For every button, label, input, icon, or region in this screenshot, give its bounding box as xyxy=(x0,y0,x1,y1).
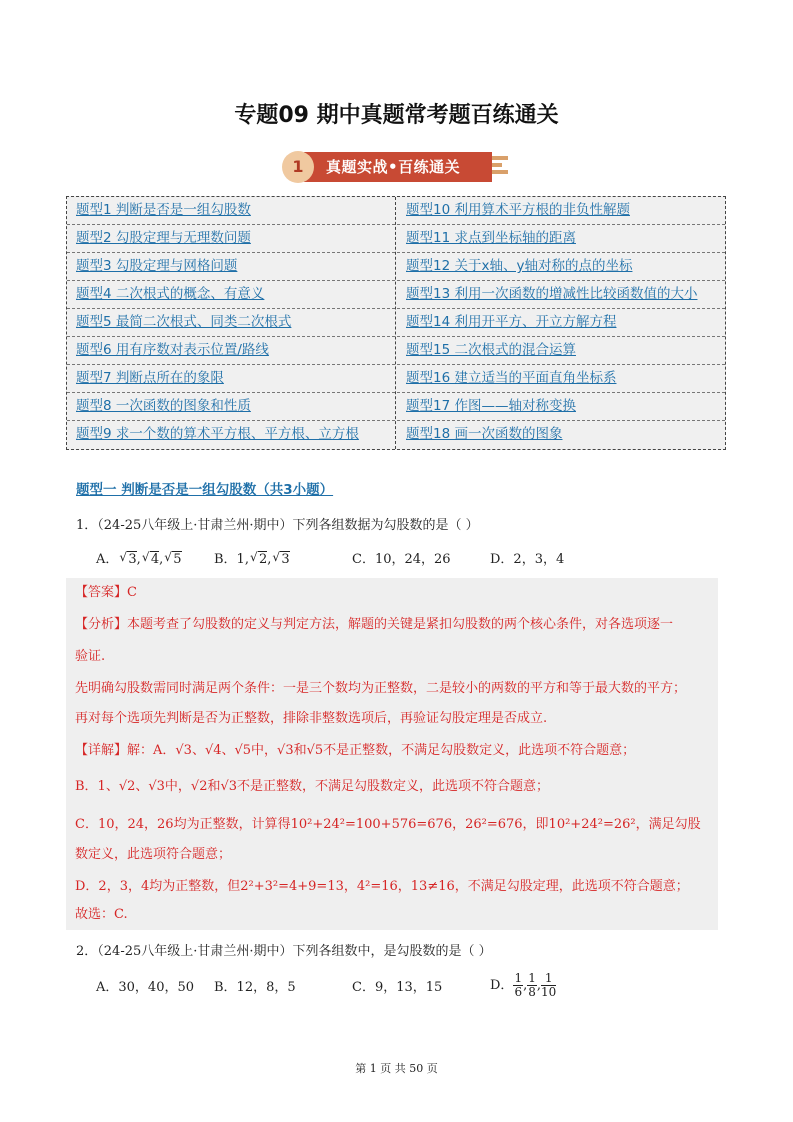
topic-link[interactable]: 题型10 利用算术平方根的非负性解题 xyxy=(397,197,725,225)
option-d: D．2，3，4 xyxy=(490,552,565,567)
option-c: C．9，13，15 xyxy=(352,980,443,995)
option-c: C．10，24，26 xyxy=(352,552,451,567)
conclusion: 故选：C. xyxy=(75,907,128,922)
section-heading[interactable]: 题型一 判断是否是一组勾股数（共3小题） xyxy=(76,482,334,498)
topic-link[interactable]: 题型14 利用开平方、开立方解方程 xyxy=(397,309,725,337)
banner-decoration xyxy=(492,156,508,178)
topic-link[interactable]: 题型11 求点到坐标轴的距离 xyxy=(397,225,725,253)
topic-link[interactable]: 题型5 最简二次根式、同类二次根式 xyxy=(67,309,395,337)
analysis-text: 【分析】本题考查了勾股数的定义与判定方法，解题的关键是紧扣勾股数的两个核心条件，对各选项逐一 xyxy=(75,617,674,632)
banner-text: 真题实战•百练通关 xyxy=(304,152,492,182)
answer-explanation xyxy=(66,578,718,930)
banner-number: 1 xyxy=(282,151,314,183)
question-1-stem: 1．（24-25八年级上·甘肃兰州·期中）下列各组数据为勾股数的是（ ） xyxy=(76,518,479,533)
topic-link[interactable]: 题型15 二次根式的混合运算 xyxy=(397,337,725,365)
topic-column-left xyxy=(67,197,396,449)
analysis-text: 再对每个选项先判断是否为正整数，排除非整数选项后，再验证勾股定理是否成立. xyxy=(75,711,548,726)
detail-option-a: 【详解】解：A．√3、√4、√5中，√3和√5不是正整数，不满足勾股数定义，此选项不符合题意； xyxy=(75,743,636,758)
answer-line: 【答案】C xyxy=(75,585,137,600)
topic-link[interactable]: 题型2 勾股定理与无理数问题 xyxy=(67,225,395,253)
topic-link[interactable]: 题型4 二次根式的概念、有意义 xyxy=(67,281,395,309)
topic-link[interactable]: 题型1 判断是否是一组勾股数 xyxy=(67,197,395,225)
analysis-text: 验证. xyxy=(75,649,106,664)
question-2-options xyxy=(96,972,696,1004)
question-2-stem: 2．（24-25八年级上·甘肃兰州·期中）下列各组数中，是勾股数的是（ ） xyxy=(76,944,492,959)
page-title: 专题09 期中真题常考题百练通关 xyxy=(234,103,559,128)
option-b: B．12，8，5 xyxy=(214,980,296,995)
topic-link[interactable]: 题型13 利用一次函数的增减性比较函数值的大小 xyxy=(397,281,725,309)
topic-link[interactable]: 题型6 用有序数对表示位置/路线 xyxy=(67,337,395,365)
detail-option-b: B．1、√2、√3中，√2和√3不是正整数，不满足勾股数定义，此选项不符合题意； xyxy=(75,779,550,794)
topic-link[interactable]: 题型18 画一次函数的图象 xyxy=(406,426,563,442)
topic-link[interactable]: 题型12 关于x轴、y轴对称的点的坐标 xyxy=(397,253,725,281)
section-banner xyxy=(282,148,514,186)
page-footer: 第 1 页 共 50 页 xyxy=(355,1062,438,1075)
topic-table xyxy=(66,196,726,450)
topic-link[interactable]: 题型7 判断点所在的象限 xyxy=(67,365,395,393)
option-d: D． $\frac{1}{6}$ , $\frac{1}{8}$ , $\frac{1}{10}$ xyxy=(490,971,557,999)
question-1-options xyxy=(96,548,696,568)
topic-link[interactable]: 题型16 建立适当的平面直角坐标系 xyxy=(397,365,725,393)
option-a: A．√ 3,√ 4,√ 5 xyxy=(96,548,182,567)
detail-option-d: D．2，3，4均为正整数，但2²+3²=4+9=13，4²=16，13≠16，不满足勾股定理，此选项不符合题意； xyxy=(75,879,689,894)
topic-link[interactable]: 题型9 求一个数的算术平方根、平方根、立方根 xyxy=(76,426,359,442)
option-b: B．1,√ 2,√ 3 xyxy=(214,548,290,567)
analysis-text: 先明确勾股数需同时满足两个条件：一是三个数均为正整数，二是较小的两数的平方和等于最大数的平方； xyxy=(75,681,687,696)
detail-option-c: C．10，24，26均为正整数，计算得10²+24²=100+576=676，26²=676，即10²+24²=26²，满足勾股 xyxy=(75,817,701,832)
topic-link[interactable]: 题型17 作图——轴对称变换 xyxy=(397,393,725,421)
topic-column-right xyxy=(397,197,725,449)
topic-link[interactable]: 题型8 一次函数的图象和性质 xyxy=(67,393,395,421)
detail-option-c: 数定义，此选项符合题意； xyxy=(75,847,232,862)
option-a: A．30，40，50 xyxy=(96,980,195,995)
topic-link[interactable]: 题型3 勾股定理与网格问题 xyxy=(67,253,395,281)
